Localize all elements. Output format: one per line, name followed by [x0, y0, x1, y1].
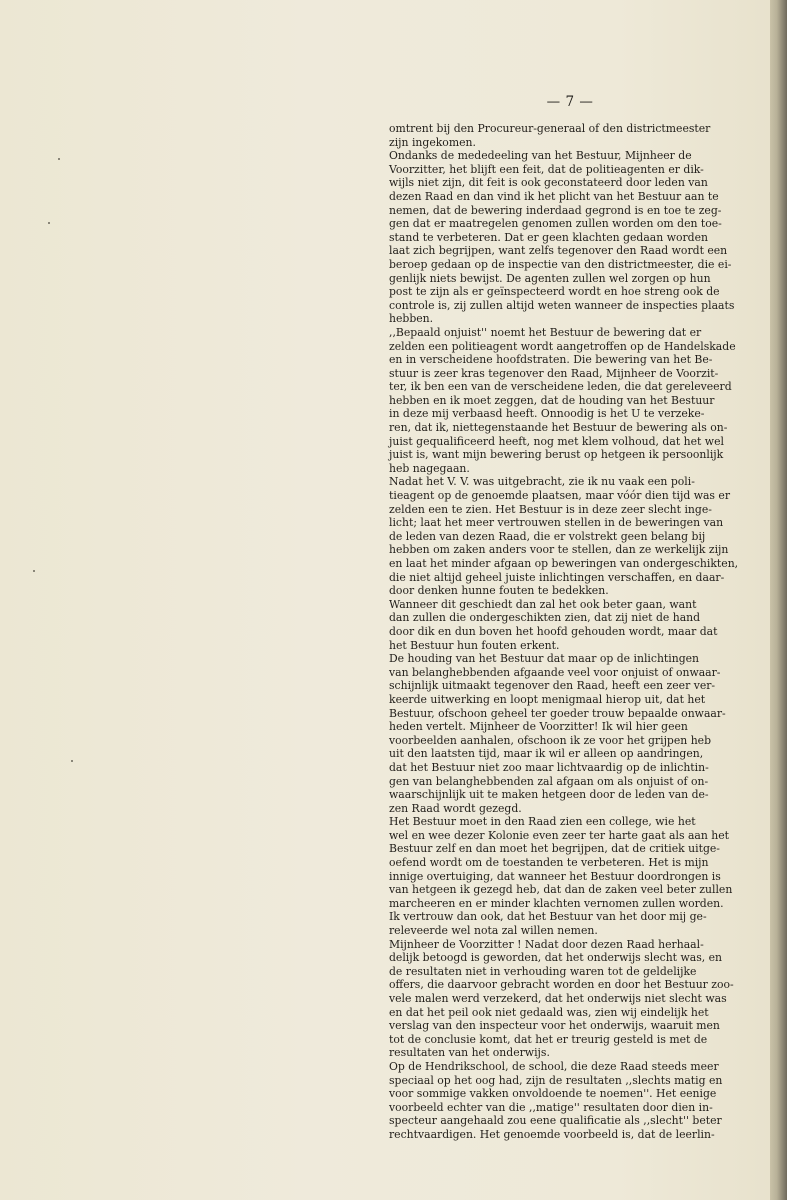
text-line: juist is, want mijn bewering berust op hetgeen ik persoonlijk [389, 448, 724, 462]
text-line: voorbeelden aanhalen, ofschoon ik ze voor het grijpen heb [389, 733, 712, 747]
page-edge [770, 0, 787, 1200]
text-line: licht; laat het meer vertrouwen stellen in de beweringen van [389, 516, 724, 530]
text-line: door dik en dun boven het hoofd gehouden wordt, maar dat [389, 624, 718, 638]
text-line: rechtvaardigen. Het genoemde voorbeeld is, dat de leerlin- [389, 1127, 715, 1141]
text-line: dezen Raad en dan vind ik het plicht van het Bestuur aan te [389, 189, 719, 203]
text-line: wijls niet zijn, dit feit is ook geconstateerd door leden van [389, 176, 708, 190]
text-line: gen dat er maatregelen genomen zullen worden om den toe- [389, 217, 722, 231]
page-number: — 7 — [546, 94, 594, 110]
text-line: zijn ingekomen. [389, 135, 476, 149]
text-line: tot de conclusie komt, dat het er treurig gesteld is met de [389, 1032, 708, 1046]
text-line: zen Raad wordt gezegd. [389, 801, 522, 815]
text-line: nemen, dat de bewering inderdaad gegrond is en toe te zeg- [389, 203, 722, 217]
text-line: voor sommige vakken onvoldoende te noemen''. Het eenige [389, 1087, 717, 1101]
speck [33, 570, 35, 572]
text-line: juist gequalificeerd heeft, nog met klem volhoud, dat het wel [389, 434, 724, 448]
text-line: Bestuur, ofschoon geheel ter goeder trouw bepaalde onwaar- [389, 706, 726, 720]
text-line: waarschijnlijk uit te maken hetgeen door de leden van de- [389, 788, 709, 802]
text-line: resultaten van het onderwijs. [389, 1046, 550, 1060]
text-line: hebben om zaken anders voor te stellen, dan ze werkelijk zijn [389, 543, 729, 557]
text-line: dat het Bestuur niet zoo maar lichtvaardig op de inlichtin- [389, 760, 709, 774]
text-line: hebben en ik moet zeggen, dat de houding van het Bestuur [389, 393, 715, 407]
text-line: Wanneer dit geschiedt dan zal het ook beter gaan, want [389, 597, 697, 611]
text-line: en in verscheidene hoofdstraten. Die bewering van het Be- [389, 353, 713, 367]
text-line: post te zijn als er geïnspecteerd wordt en hoe streng ook de [389, 285, 720, 299]
text-line: zelden een te zien. Het Bestuur is in deze zeer slecht inge- [389, 502, 712, 516]
text-line: van belanghebbenden afgaande veel voor onjuist of onwaar- [389, 665, 721, 679]
text-line: voorbeeld echter van die ,,matige'' resultaten door dien in- [389, 1100, 713, 1114]
text-line: zelden een politieagent wordt aangetroffen op de Handelskade [389, 339, 736, 353]
text-line: heden vertelt. Mijnheer de Voorzitter! Ik wil hier geen [389, 720, 688, 734]
text-line: omtrent bij den Procureur-generaal of den districtmeester [389, 122, 711, 135]
text-line: Voorzitter, het blijft een feit, dat de politieagenten er dik- [389, 162, 704, 176]
text-line: specteur aangehaald zou eene qualificatie als ,,slecht'' beter [389, 1114, 722, 1128]
text-line: het Bestuur hun fouten erkent. [389, 638, 560, 652]
text-line: en dat het peil ook niet gedaald was, zien wij eindelijk het [389, 1005, 709, 1019]
text-line: De houding van het Bestuur dat maar op de inlichtingen [389, 652, 700, 666]
text-line: offers, die daarvoor gebracht worden en door het Bestuur zoo- [389, 978, 734, 992]
text-line: door denken hunne fouten te bedekken. [389, 584, 609, 598]
text-line: genlijk niets bewijst. De agenten zullen wel zorgen op hun [389, 271, 711, 285]
text-line: ren, dat ik, niettegenstaande het Bestuur de bewering als on- [389, 421, 728, 435]
text-line: controle is, zij zullen altijd weten wanneer de inspecties plaats [389, 298, 735, 312]
text-line: hebben. [389, 312, 434, 326]
text-line: Het Bestuur moet in den Raad zien een college, wie het [389, 815, 696, 829]
text-line: van hetgeen ik gezegd heb, dat dan de zaken veel beter zullen [389, 883, 733, 897]
text-line: dan zullen die ondergeschikten zien, dat zij niet de hand [389, 611, 701, 625]
text-line: stuur is zeer kras tegenover den Raad, Mijnheer de Voorzit- [389, 366, 719, 380]
speck [48, 222, 50, 224]
text-line: die niet altijd geheel juiste inlichtingen verschaffen, en daar- [389, 570, 725, 584]
text-line: gen van belanghebbenden zal afgaan om als onjuist of on- [389, 774, 709, 788]
text-line: Ik vertrouw dan ook, dat het Bestuur van het door mij ge- [389, 910, 707, 924]
text-line: Nadat het V. V. was uitgebracht, zie ik nu vaak een poli- [389, 475, 695, 489]
text-line: innige overtuiging, dat wanneer het Bestuur doordrongen is [389, 869, 721, 883]
text-line: stand te verbeteren. Dat er geen klachten gedaan worden [389, 230, 708, 244]
text-line: Bestuur zelf en dan moet het begrijpen, dat de critiek uitge- [389, 842, 720, 856]
text-line: in deze mij verbaasd heeft. Onnoodig is het U te verzeke- [389, 407, 705, 421]
text-line: keerde uitwerking en loopt menigmaal hierop uit, dat het [389, 692, 706, 706]
text-line: ter, ik ben een van de verscheidene leden, die dat gereleveerd [389, 380, 732, 394]
text-line: wel en wee dezer Kolonie even zeer ter harte gaat als aan het [389, 828, 730, 842]
speck [58, 158, 60, 160]
text-line: uit den laatsten tijd, maar ik wil er alleen op aandringen, [389, 747, 704, 761]
text-line: marcheeren en er minder klachten vernomen zullen worden. [389, 896, 724, 910]
speck [71, 760, 73, 762]
text-line: beroep gedaan op de inspectie van den districtmeester, die ei- [389, 257, 732, 271]
text-line: delijk betoogd is geworden, dat het onderwijs slecht was, en [389, 951, 723, 965]
text-line: releveerde wel nota zal willen nemen. [389, 924, 598, 938]
text-line: oefend wordt om de toestanden te verbeteren. Het is mijn [389, 856, 709, 870]
text-line: de resultaten niet in verhouding waren tot de geldelijke [389, 964, 697, 978]
body-text [389, 122, 769, 1142]
text-line: laat zich begrijpen, want zelfs tegenover den Raad wordt een [389, 244, 728, 258]
text-line: speciaal op het oog had, zijn de resultaten ,,slechts matig en [389, 1073, 723, 1087]
text-line: ,,Bepaald onjuist'' noemt het Bestuur de bewering dat er [389, 325, 702, 339]
text-line: Op de Hendrikschool, de school, die deze Raad steeds meer [389, 1059, 719, 1073]
text-line: Mijnheer de Voorzitter ! Nadat door dezen Raad herhaal- [389, 937, 704, 951]
text-line: Ondanks de mededeeling van het Bestuur, Mijnheer de [389, 149, 692, 163]
text-line: heb nagegaan. [389, 461, 470, 475]
text-line: en laat het minder afgaan op beweringen van ondergeschikten, [389, 557, 739, 570]
text-line: verslag van den inspecteur voor het onderwijs, waaruit men [389, 1019, 720, 1033]
text-line: vele malen werd verzekerd, dat het onderwijs niet slecht was [389, 992, 727, 1005]
text-line: schijnlijk uitmaakt tegenover den Raad, heeft een zeer ver- [389, 679, 716, 693]
text-line: tieagent op de genoemde plaatsen, maar vóór dien tijd was er [389, 489, 731, 503]
text-line: de leden van dezen Raad, die er volstrekt geen belang bij [389, 529, 706, 543]
